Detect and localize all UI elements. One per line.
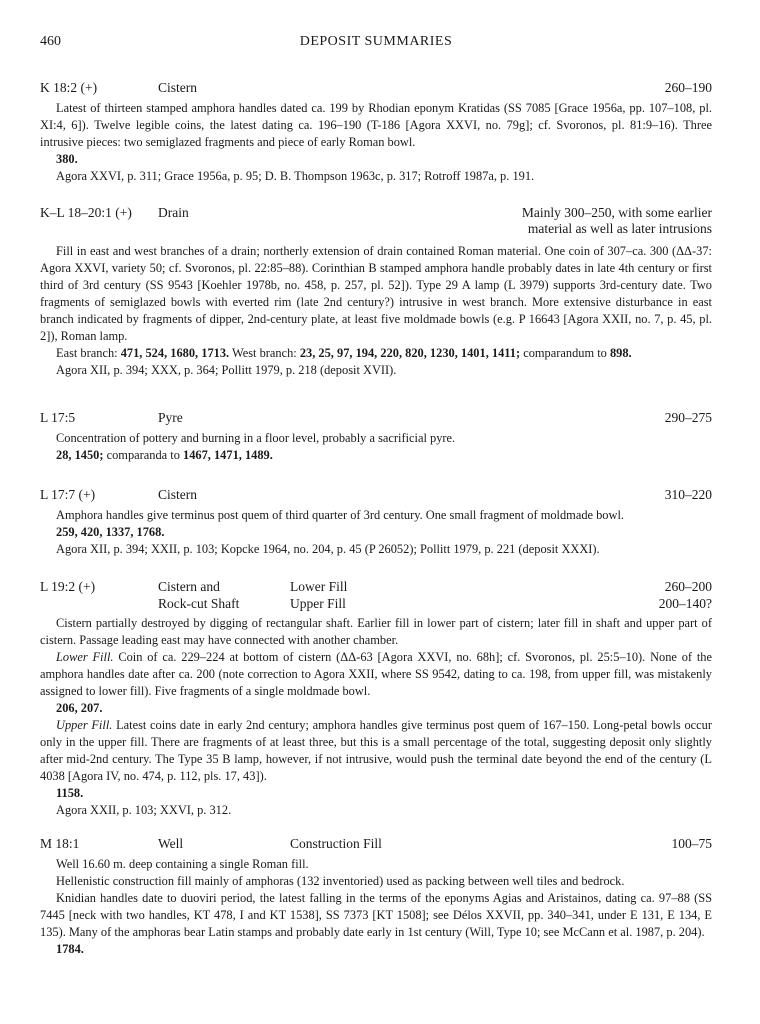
entry-header xyxy=(40,836,712,856)
date-line-1: Mainly 300–250, with some earlier xyxy=(521,205,712,220)
entry-description: Amphora handles give terminus post quem of third quarter of 3rd century. One small fragment of moldmade bowl. xyxy=(56,508,624,522)
comparandum-number: 898. xyxy=(609,346,632,360)
deposit-entry-l-19-2 xyxy=(40,579,712,819)
deposit-date xyxy=(522,205,712,237)
entry-header xyxy=(40,579,712,615)
entry-description: Cistern partially destroyed by digging of rectangular shaft. Earlier fill in lower part of cistern; later fill in shaft and upper part of cistern. Passage leading east may have connected with another chamber. xyxy=(40,616,712,647)
bibliography: Agora XII, p. 394; XXII, p. 103; Kopcke 1964, no. 204, p. 45 (P 26052); Pollitt 1979, p. 221 (deposit XXXI). xyxy=(56,542,600,556)
deposit-type: Well xyxy=(158,836,184,851)
deposit-id: L 17:7 (+) xyxy=(40,487,96,502)
catalog-nums: 28, 1450; xyxy=(56,448,104,462)
west-branch-numbers: 23, 25, 97, 194, 220, 820, 1230, 1401, 1411; xyxy=(299,346,521,360)
deposit-type: Cistern xyxy=(158,80,197,95)
entry-header xyxy=(40,80,712,100)
page-number: 460 xyxy=(40,34,61,49)
lower-fill-text: Coin of ca. 229–224 at bottom of cistern (ΔΔ-63 [Agora XXVI, no. 68h]; cf. Svoronos, pl. 25:5–10). None of the amphora handles date after ca. 200 (note correction to Agora XXII, where SS 9542, dating to ca. 198, from upper fill, was mistakenly assigned to lower fill). Five fragments of a single moldmade bowl. xyxy=(40,650,712,698)
bibliography: Agora XXVI, p. 311; Grace 1956a, p. 95; D. B. Thompson 1963c, p. 317; Rotroff 1987a, p. 191. xyxy=(56,169,535,183)
comparanda-label: comparanda to xyxy=(106,448,180,462)
west-branch-label: West branch: xyxy=(232,346,297,360)
deposit-id: K–L 18–20:1 (+) xyxy=(40,205,132,220)
deposit-date-lower: 260–200 xyxy=(664,579,712,594)
deposit-date-upper: 200–140? xyxy=(658,596,712,611)
deposit-type: Pyre xyxy=(158,410,183,425)
entry-description: Fill in east and west branches of a drain; northerly extension of drain contained Roman material. One coin of 307–ca. 300 (ΔΔ-37: Agora XXVI, variety 50; cf. Svoronos, pl. 22:85–88). Corinthian B stamped amphora handle probably dates in late 4th century or first third of 3rd century (SS 9543 [Koehler 1978b, no. 458, p. 257, pl. 52]). Type 29 A lamp (L 3979) supports 3rd-century date. Two fragments of semiglazed bowls with everted rim (late 2nd century?) intrusive in west branch. More extensive disturbance in east branch indicated by fragments of dipper, 2nd-century plate, at least five moldmade bowls (e.g. P 16643 [Agora XXII, no. 7, p. 45, pl. 2]), Roman lamp. xyxy=(40,244,712,343)
fill-upper: Upper Fill xyxy=(290,596,346,611)
entry-construction-fill: Hellenistic construction fill mainly of amphoras (132 inventoried) used as packing between well tiles and bedrock. xyxy=(56,874,625,888)
entry-header xyxy=(40,205,712,243)
catalog-branches xyxy=(40,345,712,362)
running-head xyxy=(40,34,712,54)
deposit-id: L 17:5 xyxy=(40,410,76,425)
lower-fill-numbers: 206, 207. xyxy=(56,701,103,715)
deposit-date: 260–190 xyxy=(664,80,712,95)
bibliography: Agora XII, p. 394; XXX, p. 364; Pollitt 1979, p. 218 (deposit XVII). xyxy=(56,363,397,377)
comparandum-label: comparandum to xyxy=(523,346,607,360)
deposit-date: 290–275 xyxy=(664,410,712,425)
comparanda-numbers: 1467, 1471, 1489. xyxy=(183,448,273,462)
deposit-entry-l-17-5 xyxy=(40,410,712,464)
deposit-date: 310–220 xyxy=(664,487,712,502)
deposit-entry-l-17-7 xyxy=(40,487,712,558)
entry-description: Latest of thirteen stamped amphora handles dated ca. 199 by Rhodian eponym Kratidas (SS 7085 [Grace 1956a, pp. 107–108, pl. XI:4, 6]). Twelve legible coins, the latest dating ca. 196–190 (T-186 [Agora XXVI, no. 79g]; cf. Svoronos, pl. 81:9–16). Three intrusive pieces: two semiglazed fragments and piece of early Roman bowl. xyxy=(40,101,712,149)
entry-description: Well 16.60 m. deep containing a single Roman fill. xyxy=(56,857,309,871)
east-branch-label: East branch: xyxy=(56,346,118,360)
entry-header xyxy=(40,487,712,507)
entry-header xyxy=(40,410,712,430)
deposit-entry-k-18-2 xyxy=(40,80,712,185)
deposit-entry-kl-18-20-1 xyxy=(40,205,712,379)
running-title: DEPOSIT SUMMARIES xyxy=(299,34,453,49)
upper-fill-note xyxy=(40,717,712,785)
deposit-type-line-2: Rock-cut Shaft xyxy=(158,596,240,611)
deposit-type: Cistern xyxy=(158,487,197,502)
catalog-numbers xyxy=(40,447,712,464)
date-line-2: material as well as later intrusions xyxy=(527,221,712,236)
deposit-date: 100–75 xyxy=(671,836,712,851)
east-branch-numbers: 471, 524, 1680, 1713. xyxy=(120,346,230,360)
lower-fill-label: Lower Fill. xyxy=(56,650,114,664)
deposit-id: M 18:1 xyxy=(40,836,80,851)
catalog-numbers: 1784. xyxy=(56,942,84,956)
deposit-id: L 19:2 (+) xyxy=(40,579,96,594)
deposit-type-line-1: Cistern and xyxy=(158,579,220,594)
upper-fill-label: Upper Fill. xyxy=(56,718,113,732)
entry-knidian-handles: Knidian handles date to duoviri period, the latest falling in the terms of the eponyms Agias and Aristainos, dating ca. 97–88 (SS 7445 [neck with two handles, KT 478, I and KT 1538], SS 7373 [KT 1508]; see Délos XXVII, pp. 340–341, under E 131, E 134, E 135). Many of the amphoras bear Latin stamps and probably date early in 1st century (Will, Type 10; see McCann et al. 1987, p. 204). xyxy=(40,891,712,939)
lower-fill-note xyxy=(40,649,712,700)
fill-type: Construction Fill xyxy=(290,836,382,851)
deposit-type: Drain xyxy=(158,205,189,220)
catalog-numbers: 380. xyxy=(56,152,78,166)
deposit-id: K 18:2 (+) xyxy=(40,80,98,95)
upper-fill-numbers: 1158. xyxy=(56,786,84,800)
fill-lower: Lower Fill xyxy=(290,579,348,594)
deposit-entry-m-18-1 xyxy=(40,836,712,958)
bibliography: Agora XXII, p. 103; XXVI, p. 312. xyxy=(56,803,232,817)
catalog-numbers: 259, 420, 1337, 1768. xyxy=(56,525,165,539)
entry-description: Concentration of pottery and burning in a floor level, probably a sacrificial pyre. xyxy=(56,431,456,445)
upper-fill-text: Latest coins date in early 2nd century; amphora handles give terminus post quem of 167–150. Long-petal bowls occur only in the upper fill. There are fragments of at least three, but this is a small percentage of the total, suggesting deposit only slightly after mid-2nd century. The Type 35 B lamp, however, if not intrusive, would push the terminal date beyond the end of the century (L 4038 [Agora IV, no. 474, p. 112, pls. 17, 43]). xyxy=(40,718,712,783)
